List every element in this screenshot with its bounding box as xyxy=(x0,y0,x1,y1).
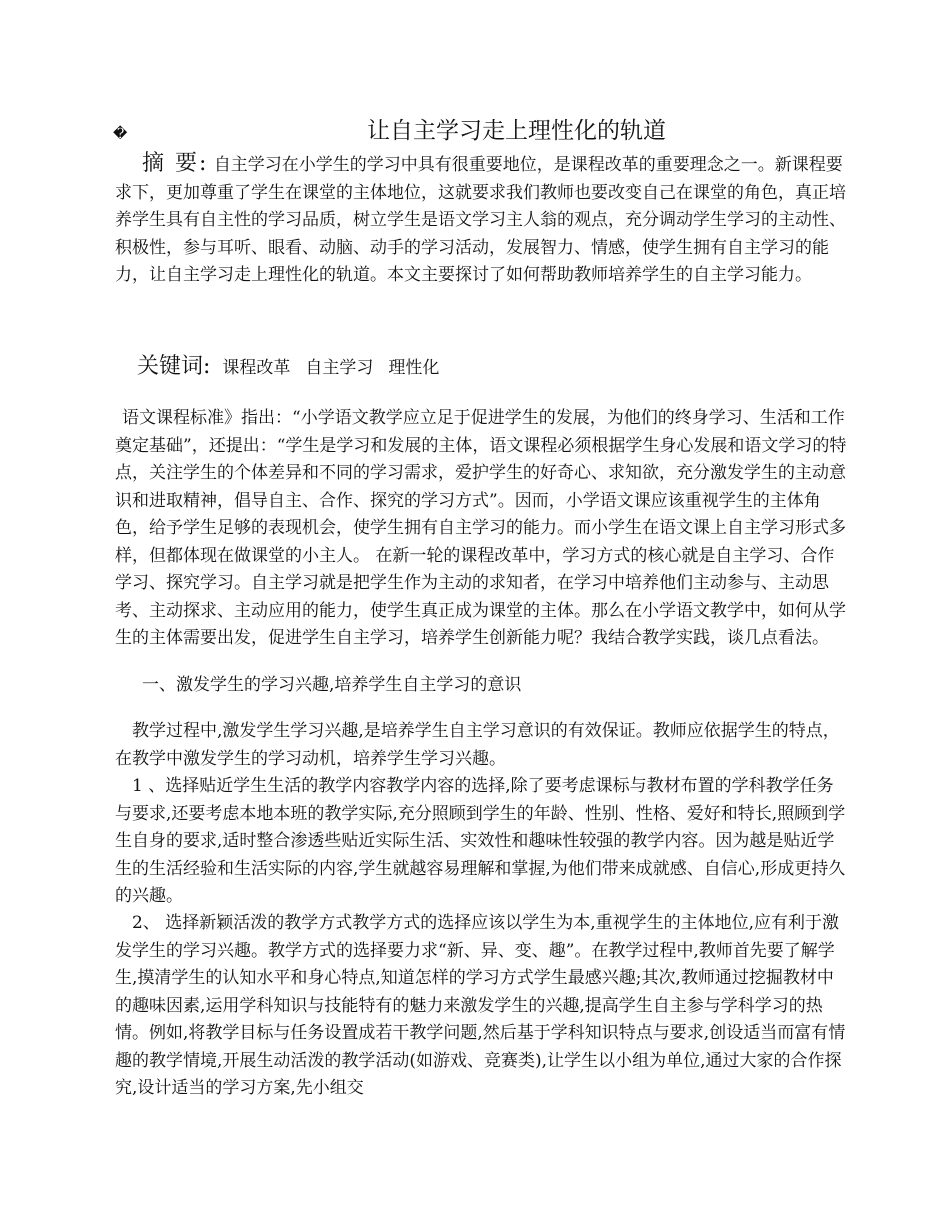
abstract-text: 自主学习在小学生的学习中具有很重要地位，是课程改革的重要理念之一。新课程要求下，更加尊重了学生在课堂的主体地位，这就要求我们教师也要改变自己在课堂的角色，真正培养学生具有自主性的学习品质，树立学生是语文学习主人翁的观点，充分调动学生学习的主动性、积极性，参与耳听、眼看、动脑、动手的学习活动，发展智力、情感，使学生拥有自主学习的能力，让自主学习走上理性化的轨道。本文主要探讨了如何帮助教师培养学生的自主学习能力。 xyxy=(115,155,846,285)
body-paragraph: 2、 选择新颖活泼的教学方式教学方式的选择应该以学生为本,重视学生的主体地位,应有利于激发学生的学习兴趣。教学方式的选择要力求“新、异、变、趣”。在教学过程中,教师首先要了解学生,摸清学生的认知水平和身心特点,知道怎样的学习方式学生最感兴趣;其次,教师通过挖掘教材中的趣味因素,运用学科知识与技能特有的魅力来激发学生的兴趣,提高学生自主参与学科学习的热情。例如,将教学目标与任务设置成若干教学问题,然后基于学科知识特点与要求,创设适当而富有情趣的教学情境,开展生动活泼的教学活动(如游戏、竞赛类),让学生以小组为单位,通过大家的合作探究,设计适当的学习方案,先小组交 xyxy=(115,913,846,1098)
keywords-label: 关键词: xyxy=(137,354,211,379)
body-paragraph: 教学过程中,激发学生学习兴趣,是培养学生自主学习意识的有效保证。教师应依据学生的特点，在教学中激发学生的学习动机，培养学生学习兴趣。 xyxy=(115,721,840,769)
keyword-item: 课程改革 xyxy=(222,358,291,378)
section-heading: 一、激发学生的学习兴趣,培养学生自主学习的意识 xyxy=(142,675,522,695)
abstract-paragraph xyxy=(115,150,850,290)
replacement-glyph: � xyxy=(113,126,128,142)
intro-text: 语文课程标准》指出：“小学语文教学应立足于促进学生的发展，为他们的终身学习、生活和工作奠定基础”，还提出：“学生是学习和发展的主体，语文课程必须根据学生身心发展和语文学习的特点，关注学生的个体差异和不同的学习需求，爱护学生的好奇心、求知欲，充分激发学生的主动意识和进取精神，倡导自主、合作、探究的学习方式”。因而，小学语文课应该重视学生的主体角色，给予学生足够的表现机会，使学生拥有自主学习的能力。而小学生在语文课上自主学习形式多样，但都体现在做课堂的小主人。 在新一轮的课程改革中，学习方式的核心就是自主学习、合作学习、探究学习。自主学习就是把学生作为主动的求知者，在学习中培养他们主动参与、主动思考、主动探求、主动应用的能力，使学生真正成为课堂的主体。那么在小学语文教学中，如何从学生的主体需要出发，促进学生自主学习，培养学生创新能力呢？我结合教学实践，谈几点看法。 xyxy=(115,408,847,648)
body-paragraph: 1 、选择贴近学生生活的教学内容教学内容的选择,除了要考虑课标与教材布置的学科教学任务与要求,还要考虑本地本班的教学实际,充分照顾到学生的年龄、性别、性格、爱好和特长,照顾到学生自身的要求,适时整合渗透些贴近实际生活、实效性和趣味性较强的教学内容。因为越是贴近学生的生活经验和生活实际的内容,学生就越容易理解和掌握,为他们带来成就感、自信心,形成更持久的兴趣。 xyxy=(115,776,846,906)
document-title: 让自主学习走上理性化的轨道 xyxy=(367,118,666,144)
keyword-item: 自主学习 xyxy=(305,358,374,378)
keyword-item: 理性化 xyxy=(388,358,440,378)
keywords-line xyxy=(137,352,454,383)
abstract-label: 摘 要: xyxy=(142,151,209,176)
intro-paragraph xyxy=(115,405,850,653)
